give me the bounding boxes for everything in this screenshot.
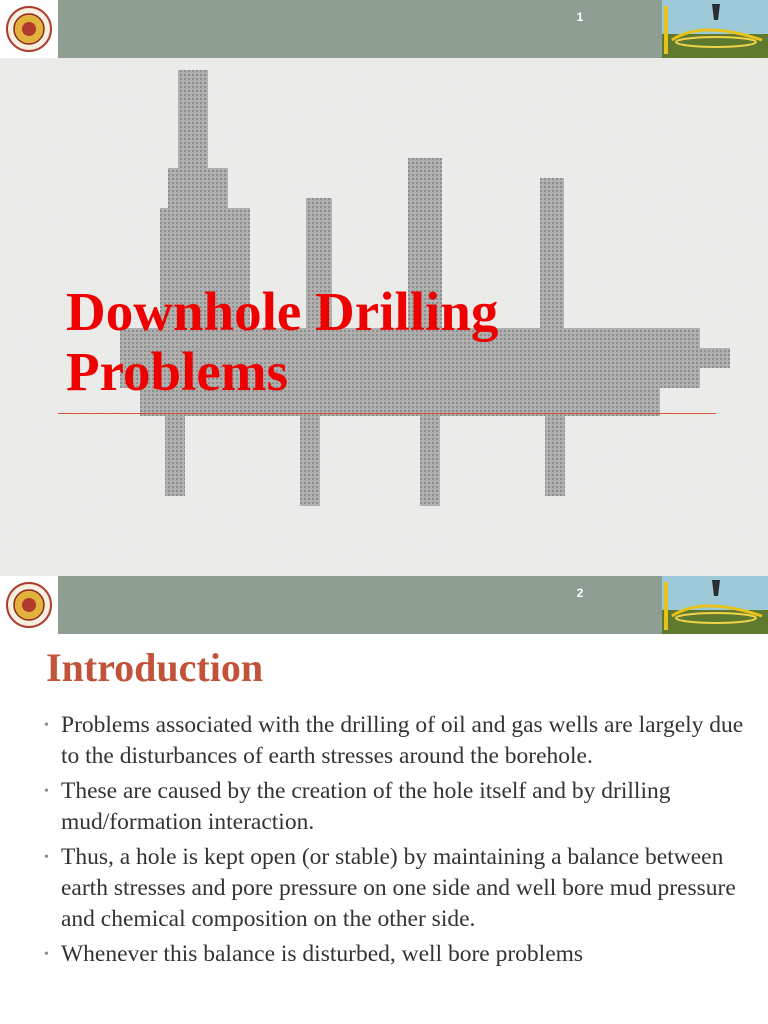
bullet-text: Thus, a hole is kept open (or stable) by maintaining a balance between earth stresses and pore pressure on one side and well bore mud pressure and chemical composition on the other side. xyxy=(61,844,736,932)
section-heading: Introduction xyxy=(46,645,264,690)
rig-logo-icon xyxy=(662,576,768,634)
rig-logo-icon xyxy=(662,0,768,58)
bullet-text: Problems associated with the drilling of oil and gas wells are largely due to the disturbances of earth stresses around the borehole. xyxy=(61,712,744,769)
bullet-list xyxy=(44,710,744,974)
list-item xyxy=(44,939,744,970)
slide-number: 2 xyxy=(576,586,584,600)
header-band xyxy=(58,576,662,634)
university-seal-icon xyxy=(6,6,52,52)
slide-2 xyxy=(0,576,768,1024)
list-item xyxy=(44,842,744,935)
bullet-text: These are caused by the creation of the hole itself and by drilling mud/formation interaction. xyxy=(61,778,671,835)
header-bar xyxy=(0,576,768,634)
slide-number: 1 xyxy=(576,10,584,24)
bullet-icon: • xyxy=(44,718,49,733)
title-line-2: Problems xyxy=(66,341,289,402)
title-line-1: Downhole Drilling xyxy=(66,281,499,342)
header-band xyxy=(58,0,662,58)
bullet-icon: • xyxy=(44,850,49,865)
university-seal-icon xyxy=(6,582,52,628)
bullet-icon: • xyxy=(44,784,49,799)
bullet-text: Whenever this balance is disturbed, well bore problems xyxy=(61,941,584,967)
list-item xyxy=(44,776,744,838)
header-bar xyxy=(0,0,768,58)
bullet-icon: • xyxy=(44,947,49,962)
slide-title xyxy=(66,282,726,402)
list-item xyxy=(44,710,744,772)
title-underline xyxy=(58,413,716,414)
